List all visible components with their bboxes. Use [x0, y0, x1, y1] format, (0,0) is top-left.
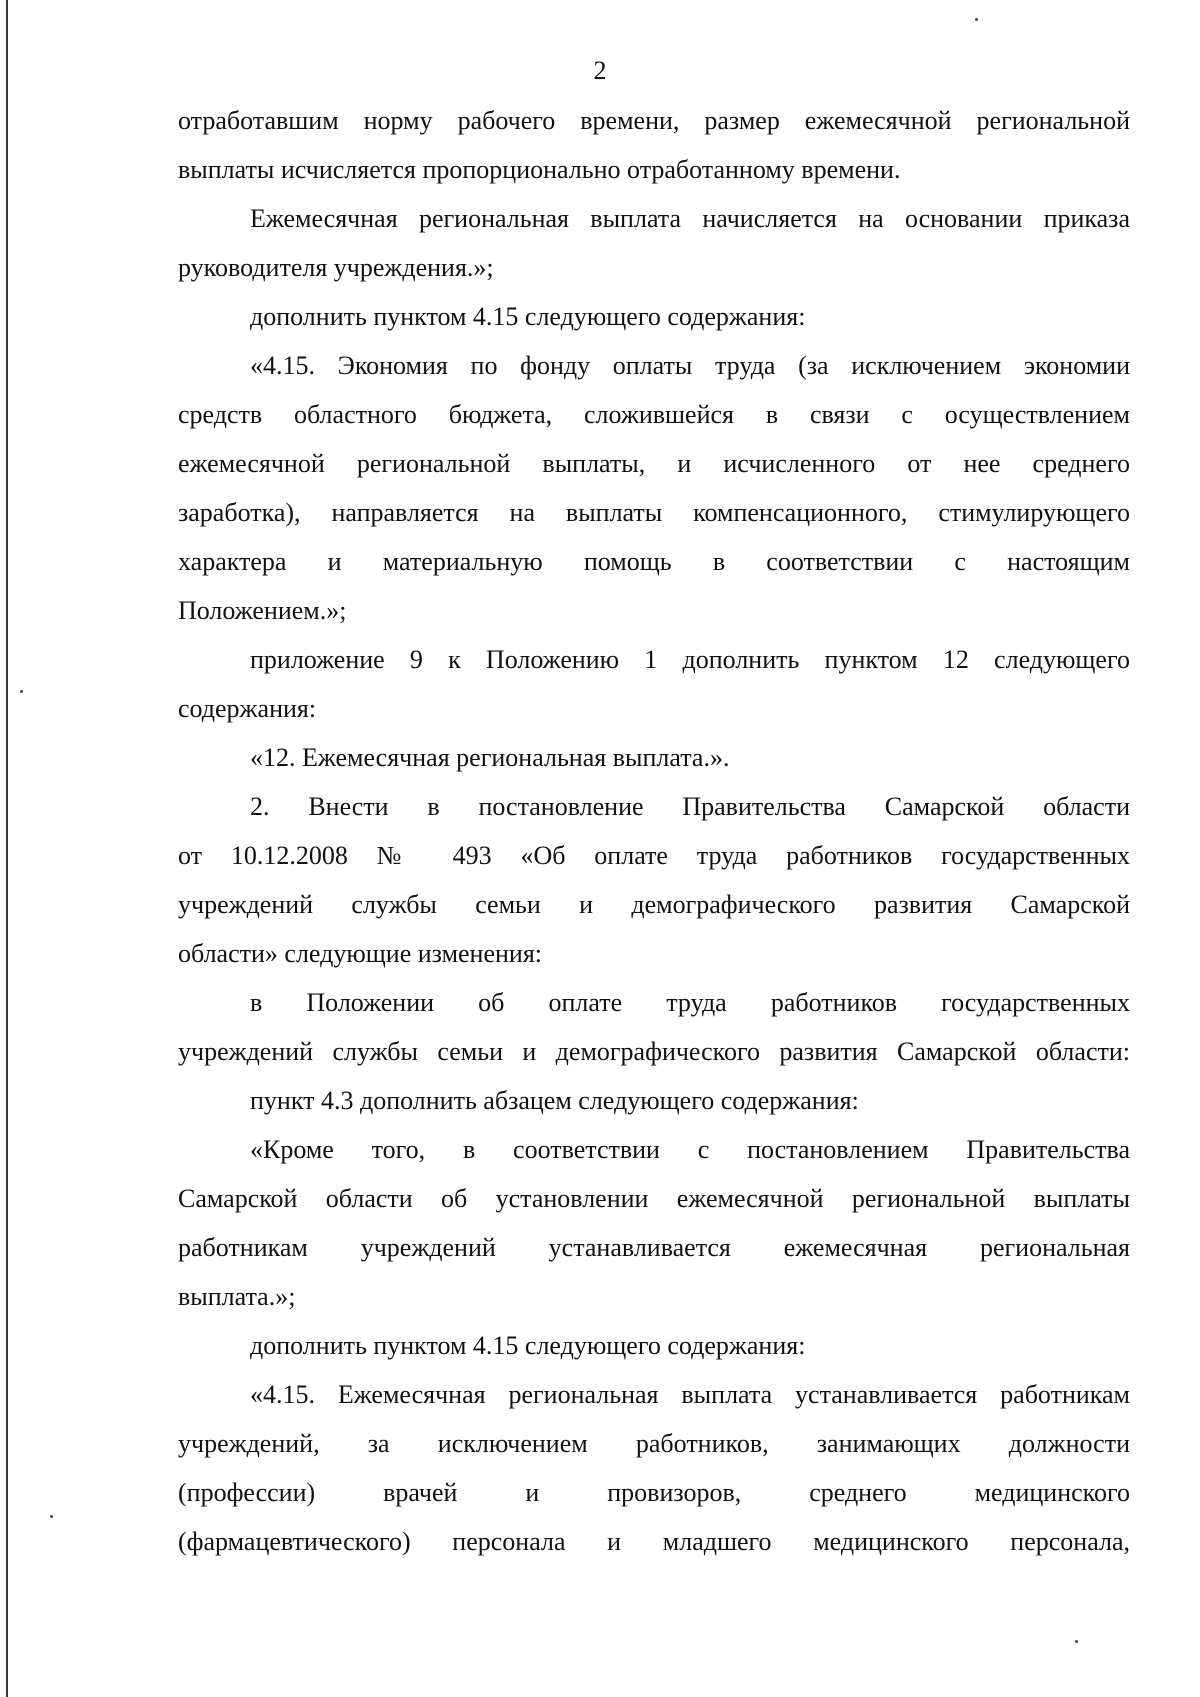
text-line: Самарской области об установлении ежемесячной региональной выплаты: [178, 1184, 1130, 1213]
text-line: пункт 4.3 дополнить абзацем следующего содержания:: [250, 1086, 859, 1115]
text-line: от 10.12.2008 № 493 «Об оплате труда работников государственных: [178, 841, 1130, 870]
text-line: отработавшим норму рабочего времени, размер ежемесячной региональной: [178, 106, 1130, 135]
text-line: 2. Внести в постановление Правительства Самарской области: [250, 792, 1130, 821]
text-line: области» следующие изменения:: [178, 939, 543, 968]
text-line: ежемесячной региональной выплаты, и исчисленного от нее среднего: [178, 449, 1130, 478]
scan-speck: [20, 690, 23, 693]
text-line: «12. Ежемесячная региональная выплата.».: [250, 743, 730, 772]
text-line: выплаты исчисляется пропорционально отработанному времени.: [178, 155, 901, 184]
page-number: 2: [593, 56, 607, 85]
text-line: учреждений службы семьи и демографического развития Самарской области:: [178, 1037, 1130, 1066]
text-line: заработка), направляется на выплаты компенсационного, стимулирующего: [178, 498, 1130, 527]
text-line: дополнить пунктом 4.15 следующего содержания:: [250, 302, 806, 331]
text-line: учреждений службы семьи и демографического развития Самарской: [178, 890, 1130, 919]
text-line: средств областного бюджета, сложившейся в связи с осуществлением: [178, 400, 1130, 429]
text-line: учреждений, за исключением работников, занимающих должности: [178, 1429, 1130, 1458]
text-line: руководителя учреждения.»;: [178, 253, 494, 282]
text-line: выплата.»;: [178, 1282, 296, 1311]
text-line: Положением.»;: [178, 596, 347, 625]
scan-speck: [975, 18, 978, 21]
body-text: [178, 96, 1130, 1566]
text-line: содержания:: [178, 694, 317, 723]
text-line: (фармацевтического) персонала и младшего медицинского персонала,: [178, 1527, 1130, 1556]
scan-speck: [1075, 1640, 1078, 1643]
text-line: «4.15. Экономия по фонду оплаты труда (за исключением экономии: [250, 351, 1130, 380]
scan-speck: [50, 1515, 53, 1518]
text-line: (профессии) врачей и провизоров, среднего медицинского: [178, 1478, 1130, 1507]
text-line: в Положении об оплате труда работников государственных: [250, 988, 1130, 1017]
text-line: работникам учреждений устанавливается ежемесячная региональная: [178, 1233, 1130, 1262]
text-line: дополнить пунктом 4.15 следующего содержания:: [250, 1331, 806, 1360]
text-line: «4.15. Ежемесячная региональная выплата устанавливается работникам: [250, 1380, 1130, 1409]
text-line: «Кроме того, в соответствии с постановлением Правительства: [250, 1135, 1130, 1164]
text-line: Ежемесячная региональная выплата начисляется на основании приказа: [250, 204, 1130, 233]
text-line: характера и материальную помощь в соответствии с настоящим: [178, 547, 1130, 576]
scan-left-edge-rule: [6, 0, 8, 1697]
text-line: приложение 9 к Положению 1 дополнить пунктом 12 следующего: [250, 645, 1130, 674]
